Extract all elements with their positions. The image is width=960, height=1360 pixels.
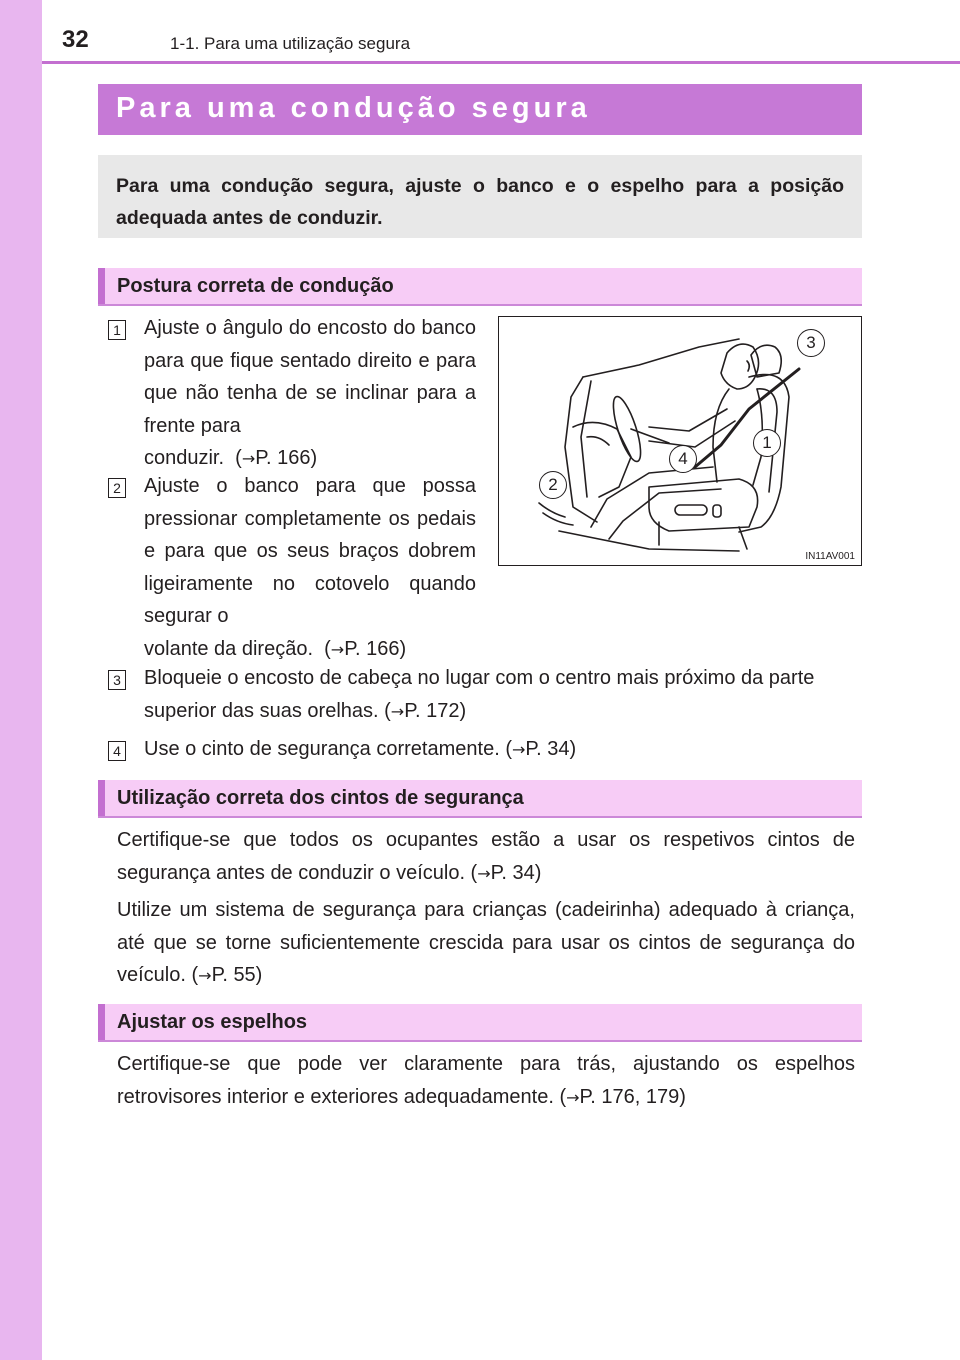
header-rule xyxy=(42,61,960,64)
item-last-line: volante da direção. (→P. 166) xyxy=(144,637,407,660)
belts-paragraph-2: Utilize um sistema de segurança para crianças (cadeirinha) adequado à criança, até que se torne suficientemente crescida para usar os cintos de segurança do veículo. (→P. 55) xyxy=(117,899,855,986)
arrow-icon: → xyxy=(566,1087,580,1107)
item-number-2: 2 xyxy=(108,478,126,498)
item-text: Use o cinto de segurança corretamente. xyxy=(144,738,500,760)
callout-4: 4 xyxy=(669,445,697,473)
section-heading-mirrors xyxy=(98,1004,862,1042)
arrow-icon: → xyxy=(198,966,212,985)
callout-3: 3 xyxy=(797,329,825,357)
posture-item-2 xyxy=(144,470,476,666)
section-heading-text: Postura correta de condução xyxy=(117,275,394,297)
running-title: 1-1. Para uma utilização segura xyxy=(170,34,411,53)
paragraph-text: Utilize um sistema de segurança para crianças (cadeirinha) adequado à criança, até que se torne suficientemente crescida para usar os cintos de segurança do veículo. xyxy=(117,899,855,986)
callout-2: 2 xyxy=(539,471,567,499)
paragraph-text: Certifique-se que todos os ocupantes estão a usar os respetivos cintos de segurança antes de conduzir o veículo. xyxy=(117,829,855,884)
posture-item-4: Use o cinto de segurança corretamente. (→P. 34) xyxy=(144,738,577,760)
page-ref-link[interactable]: P. 55) xyxy=(211,964,263,986)
section-heading-text: Ajustar os espelhos xyxy=(117,1011,308,1033)
figure-code: IN11AV001 xyxy=(805,551,855,562)
page-ref-link[interactable]: P. 172) xyxy=(404,699,467,722)
arrow-icon: → xyxy=(330,639,345,659)
arrow-icon: → xyxy=(477,863,491,883)
paragraph-text: Certifique-se que pode ver claramente para trás, ajustando os espelhos retrovisores interior e exteriores adequadamente. xyxy=(117,1053,855,1108)
page-ref-link[interactable]: P. 176, 179) xyxy=(579,1085,686,1108)
item-last-text: conduzir. xyxy=(144,447,225,469)
intro-text: Para uma condução segura, ajuste o banco e o espelho para a posição adequada antes de conduzir. xyxy=(116,175,844,229)
section-heading-belts xyxy=(98,780,862,818)
page-ref-link[interactable]: P. 34) xyxy=(490,861,542,884)
driving-posture-illustration xyxy=(498,316,862,566)
item-number-3: 3 xyxy=(108,670,126,690)
item-text: Bloqueie o encosto de cabeça no lugar com o centro mais próximo da parte superior das suas orelhas. xyxy=(144,667,815,722)
item-text: Ajuste o banco para que possa pressionar completamente os pedais e para que os seus braços dobrem ligeiramente no cotovelo quando segurar o xyxy=(144,475,476,627)
item-text: Ajuste o ângulo do encosto do banco para que fique sentado direito e para que não tenha de se inclinar para a frente para xyxy=(144,317,476,437)
posture-item-1 xyxy=(144,312,476,476)
mirrors-paragraph-1: Certifique-se que pode ver claramente para trás, ajustando os espelhos retrovisores interior e exteriores adequadamente. (→P. 176, 179) xyxy=(117,1053,855,1108)
item-number-1: 1 xyxy=(108,320,126,340)
section-heading-posture xyxy=(98,268,862,306)
page-title-bar xyxy=(98,84,862,135)
arrow-icon: → xyxy=(241,449,256,468)
page-number: 32 xyxy=(62,26,89,53)
section-heading-text: Utilização correta dos cintos de segurança xyxy=(117,787,524,809)
posture-item-3: Bloqueie o encosto de cabeça no lugar com o centro mais próximo da parte superior das suas orelhas. (→P. 172) xyxy=(144,667,815,722)
page-ref-link[interactable]: P. 166) xyxy=(344,637,407,660)
page-ref-link[interactable]: P. 34) xyxy=(525,738,577,760)
side-color-band xyxy=(0,0,42,1360)
page-title: Para uma condução segura xyxy=(116,92,591,124)
callout-1: 1 xyxy=(753,429,781,457)
item-last-text: volante da direção. xyxy=(144,637,314,660)
belts-paragraph-1: Certifique-se que todos os ocupantes estão a usar os respetivos cintos de segurança antes de conduzir o veículo. (→P. 34) xyxy=(117,829,855,884)
item-number-4: 4 xyxy=(108,741,126,761)
intro-box xyxy=(98,155,862,238)
arrow-icon: → xyxy=(390,701,405,721)
page-ref-link[interactable]: P. 166) xyxy=(255,447,318,469)
item-last-line: conduzir. (→P. 166) xyxy=(144,447,318,469)
arrow-icon: → xyxy=(511,740,526,759)
